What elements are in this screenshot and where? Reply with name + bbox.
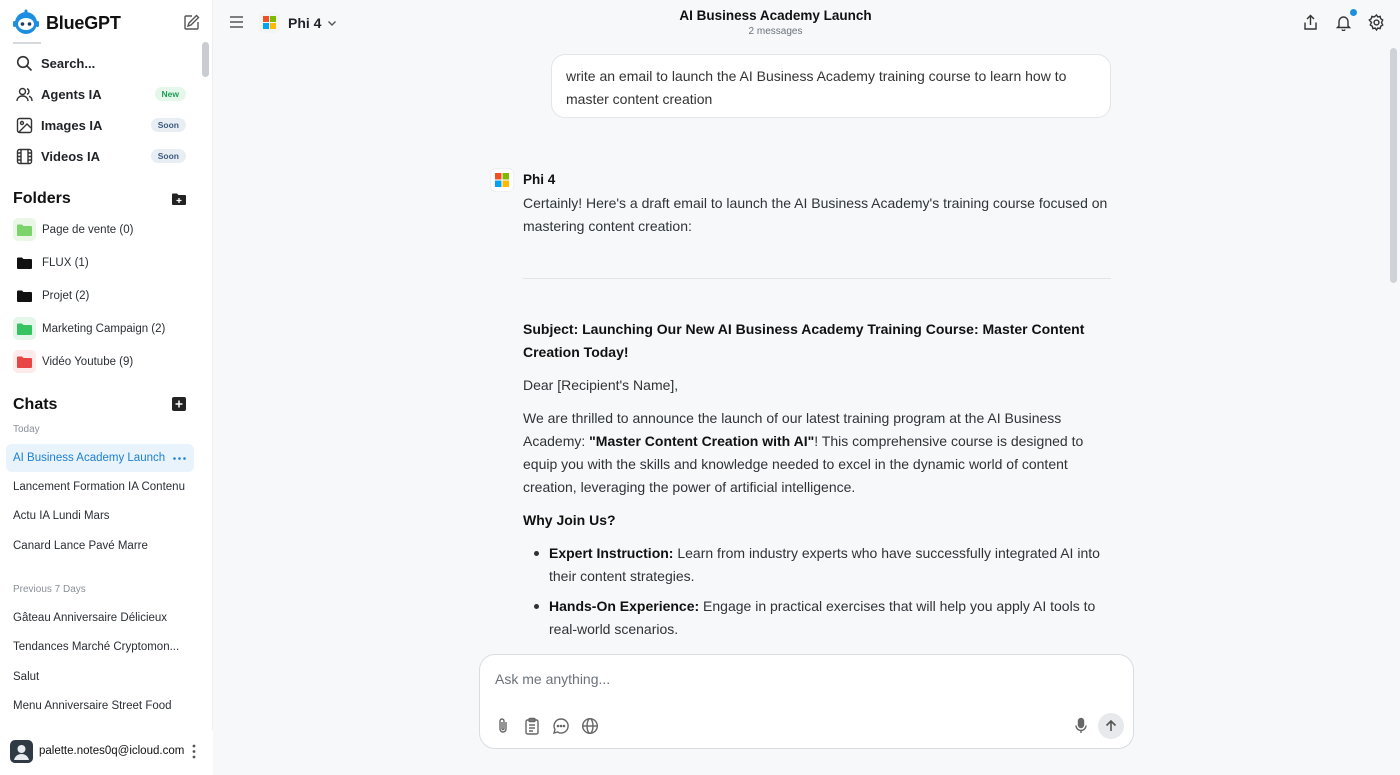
sidebar-item-label: Images IA <box>41 117 103 133</box>
message-divider <box>523 278 1111 279</box>
assistant-name: Phi 4 <box>523 172 556 187</box>
chats-title: Chats <box>13 396 58 413</box>
soon-badge: Soon <box>151 149 186 163</box>
bullet-title: Hands-On Experience: <box>549 598 700 614</box>
avatar <box>10 740 33 763</box>
new-badge: New <box>155 87 186 101</box>
microphone-icon[interactable] <box>1072 717 1090 735</box>
microsoft-logo-icon <box>495 173 509 187</box>
chat-label: Actu IA Lundi Mars <box>13 510 110 522</box>
course-title: "Master Content Creation with AI" <box>589 433 815 449</box>
soon-badge: Soon <box>151 118 186 132</box>
user-profile[interactable] <box>0 730 213 775</box>
user-email: palette.notes0q@icloud.com <box>39 745 185 757</box>
send-button[interactable] <box>1098 713 1124 739</box>
email-section-heading: Why Join Us? <box>523 512 616 528</box>
list-item <box>549 542 1115 588</box>
chat-label: AI Business Academy Launch <box>13 452 166 464</box>
email-greeting: Dear [Recipient's Name], <box>523 377 679 393</box>
folder-label: Page de vente (0) <box>42 224 134 236</box>
group-label-today: Today <box>13 424 40 435</box>
assistant-intro: Certainly! Here's a draft email to launch the AI Business Academy's training course focused on mastering content creation: <box>523 195 1108 234</box>
folder-label: Projet (2) <box>42 290 90 302</box>
model-name: Phi 4 <box>288 14 322 31</box>
chat-label: Tendances Marché Cryptomon... <box>13 641 180 653</box>
chat-item[interactable] <box>6 663 194 691</box>
message-composer <box>479 654 1134 749</box>
globe-icon[interactable] <box>581 717 599 735</box>
chat-label: Canard Lance Pavé Marre <box>13 540 148 552</box>
list-item <box>549 595 1115 641</box>
chat-label: Menu Anniversaire Street Food <box>13 700 172 712</box>
email-subject: Subject: Launching Our New AI Business Academy Training Course: Master Content Creation Today! <box>523 321 1085 360</box>
email-text: ! This comprehensive course is designed to equip you with the skills and knowledge needed to excel in the dynamic world of content creation, leveraging the power of artificial intelligence. <box>523 433 1084 495</box>
bullet-title: Expert Instruction: <box>549 545 674 561</box>
email-paragraph <box>523 407 1115 499</box>
arrow-up-icon <box>1104 719 1118 733</box>
email-text: We are thrilled to announce the launch of our latest training program at the AI Business Academy: <box>523 410 1062 449</box>
user-icon <box>10 740 33 763</box>
folder-label: Vidéo Youtube (9) <box>42 356 134 368</box>
page-title: AI Business Academy Launch <box>679 8 872 23</box>
group-label-previous: Previous 7 Days <box>13 584 86 595</box>
message-input[interactable] <box>495 671 1095 687</box>
brand-name: BlueGPT <box>46 13 121 33</box>
email-draft <box>523 318 1115 660</box>
folder-label: Marketing Campaign (2) <box>42 323 166 335</box>
benefits-list <box>523 542 1115 660</box>
folder-label: FLUX (1) <box>42 257 89 269</box>
bullet-text: Learn from industry experts who have successfully integrated AI into their content strategies. <box>549 545 1100 584</box>
paperclip-icon[interactable] <box>494 717 512 735</box>
clipboard-icon[interactable] <box>523 717 541 735</box>
assistant-avatar <box>490 168 514 192</box>
sidebar-item-label: Agents IA <box>41 86 102 102</box>
sidebar-item-label: Videos IA <box>41 148 101 164</box>
kebab-menu-icon[interactable] <box>192 744 196 759</box>
chat-label: Salut <box>13 671 40 683</box>
chat-item[interactable] <box>6 692 194 720</box>
chat-label: Gâteau Anniversaire Délicieux <box>13 612 168 624</box>
bullet-text: Engage in practical exercises that will help you apply AI tools to real-world scenarios. <box>549 598 1096 637</box>
search-label: Search... <box>41 55 96 71</box>
user-message-bubble: write an email to launch the AI Business Academy training course to learn how to master content creation <box>551 54 1111 118</box>
chat-label: Lancement Formation IA Contenu <box>13 481 185 493</box>
folders-title: Folders <box>13 190 71 207</box>
message-count: 2 messages <box>748 26 803 37</box>
chat-bubble-icon[interactable] <box>552 717 570 735</box>
